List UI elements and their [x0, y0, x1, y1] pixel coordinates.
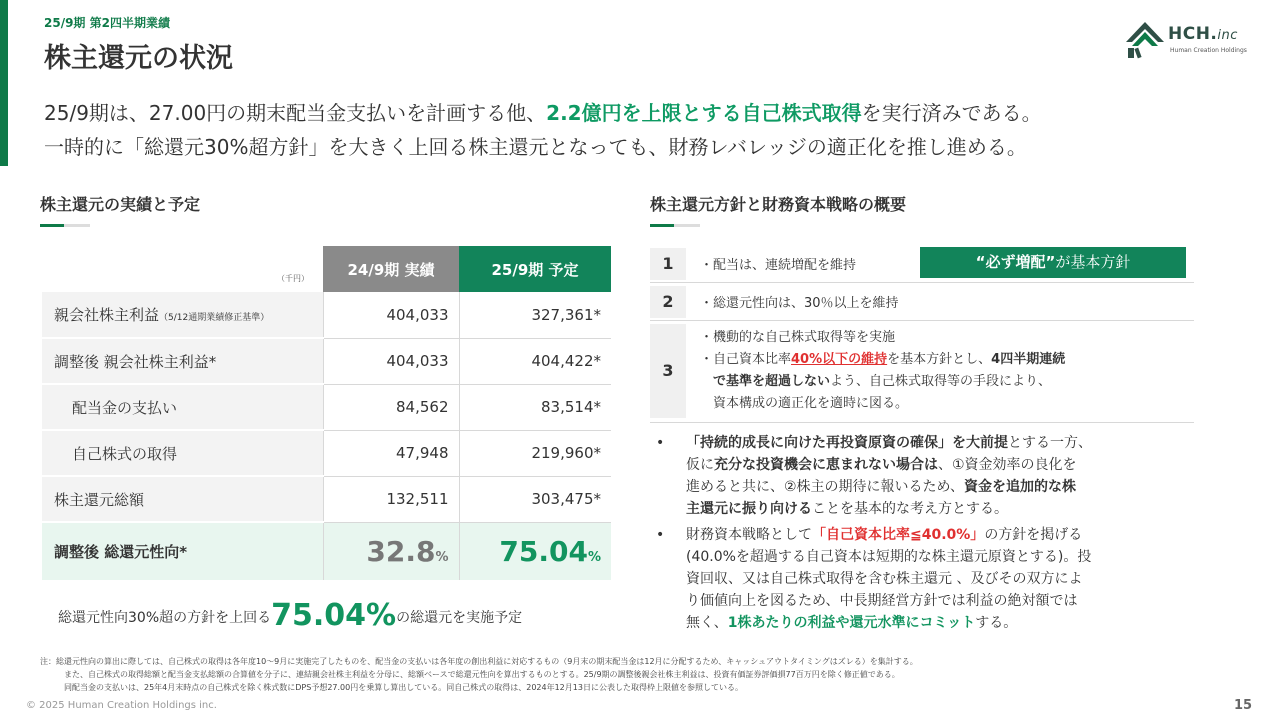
footnote-line: 注：総還元性向の算出に際しては、自己株式の取得は各年度10〜9月に実施完了したものを、配当金の支払いは各年度の創出利益に対応するもの（9月末の期末配当金は12月に分配するため、キャッシュアウトタイミングはズレる）を集計する。 — [40, 657, 918, 666]
policy-text: ・配当は、連続増配を維持 — [700, 258, 857, 273]
bullet-text: 財務資本戦略として「自己資本比率≦40.0%」の方針を掲げる (40.0%を超過する自己資本は短期的な株主還元原資とする)。投 資回収、又は自己株式取得を含む株主還元 、及びその双方によ り価値向上を図るため、中長期経営方針では利益の絶対額では 無く、1株あたりの利益や還元水準にコミットする。 — [686, 527, 1092, 631]
cell-fy25: 327,361* — [459, 292, 611, 338]
policy-text: ・総還元性向は、30％以上を維持 — [700, 296, 899, 311]
total-fy25: 75.04% — [459, 522, 611, 580]
company-logo — [1124, 20, 1264, 62]
bullet-dot: • — [656, 435, 665, 451]
policy-number: 1 — [650, 248, 686, 280]
cell-fy24: 132,511 — [323, 476, 459, 522]
hch-logo-mark-icon — [1124, 20, 1166, 62]
left-section-underline — [40, 224, 90, 227]
table-row — [42, 384, 611, 430]
table-total-row — [42, 522, 611, 580]
right-section-underline — [650, 224, 700, 227]
logo-wordmark: HCH.inc — [1168, 24, 1238, 44]
page-number: 15 — [1234, 698, 1253, 713]
table-row — [42, 430, 611, 476]
total-fy24: 32.8% — [323, 522, 459, 580]
policy-row-2 — [650, 283, 1194, 321]
bullet-dot: • — [656, 527, 665, 543]
row-label: 調整後 親会社株主利益* — [42, 338, 323, 384]
cell-fy24: 47,948 — [323, 430, 459, 476]
footnote-line: 同配当金の支払いは、25年4月末時点の自己株式を除く株式数にDPS予想27.00円を乗算し算出している。同自己株式の取得は、2024年12月13日に公表した取得枠上限値を参照している。 — [64, 683, 743, 692]
policy-number: 2 — [650, 286, 686, 318]
page-title: 株主還元の状況 — [44, 43, 233, 74]
table-row — [42, 338, 611, 384]
logo-tagline: Human Creation Holdings — [1170, 47, 1247, 54]
lead-text — [44, 96, 1042, 164]
table-row — [42, 476, 611, 522]
policy-row-3 — [650, 321, 1194, 423]
footnotes — [40, 655, 918, 694]
page-subtitle: 25/9期 第2四半期業績 — [44, 16, 170, 30]
row-label: 配当金の支払い — [42, 384, 323, 430]
summary-text: 総還元性向30%超の方針を上回る75.04%の総還元を実施予定 — [58, 598, 523, 633]
row-label: 自己株式の取得 — [42, 430, 323, 476]
table-header-row — [42, 246, 611, 292]
table-row — [42, 292, 611, 338]
lead-line-1: 25/9期は、27.00円の期末配当金支払いを計画する他、2.2億円を上限とする自己株式取得を実行済みである。 — [44, 101, 1042, 125]
col-header-fy25: 25/9期 予定 — [459, 246, 611, 292]
cell-fy24: 404,033 — [323, 338, 459, 384]
returns-table — [42, 246, 611, 580]
accent-bar — [0, 0, 8, 166]
policy-text: ・機動的な自己株式取得等を実施 ・自己資本比率40%以下の維持を基本方針とし、4四半期連続 で基準を超過しないよう、自己株式取得等の手段により、 資本構成の適正化を適時に図る。 — [700, 330, 1066, 411]
col-header-fy24: 24/9期 実績 — [323, 246, 459, 292]
cell-fy24: 404,033 — [323, 292, 459, 338]
right-section-title: 株主還元方針と財務資本戦略の概要 — [650, 195, 907, 214]
left-section-title: 株主還元の実績と予定 — [40, 195, 201, 214]
row-label: 親会社株主利益（5/12通期業績修正基準） — [42, 292, 323, 338]
lead-line-2: 一時的に「総還元30%超方針」を大きく上回る株主還元となっても、財務レバレッジの適正化を推し進める。 — [44, 135, 1027, 159]
cell-fy25: 219,960* — [459, 430, 611, 476]
cell-fy25: 303,475* — [459, 476, 611, 522]
cell-fy24: 84,562 — [323, 384, 459, 430]
footnote-line: また、自己株式の取得総額と配当金支払総額の合算値を分子に、連結親会社株主利益を分母に、総額ベースで総還元性向を算出するものとする。25/9期の調整後親会社株主利益は、投資有価証券評価損77百万円を除く修正値である。 — [64, 670, 900, 679]
policy-badge: “必ず増配”が基本方針 — [920, 247, 1186, 278]
copyright: © 2025 Human Creation Holdings inc. — [26, 700, 217, 711]
cell-fy25: 404,422* — [459, 338, 611, 384]
cell-fy25: 83,514* — [459, 384, 611, 430]
total-label: 調整後 総還元性向* — [42, 522, 323, 580]
unit-label: （千円） — [277, 274, 309, 283]
policy-number: 3 — [650, 324, 686, 418]
bullet-text: 「持続的成長に向けた再投資原資の確保」を大前提とする一方、 仮に充分な投資機会に恵まれない場合は、①資金効率の良化を 進めると共に、②株主の期待に報いるため、資金を追加的な株 主還元に振り向けることを基本的な考え方とする。 — [686, 435, 1092, 517]
row-label: 株主還元総額 — [42, 476, 323, 522]
